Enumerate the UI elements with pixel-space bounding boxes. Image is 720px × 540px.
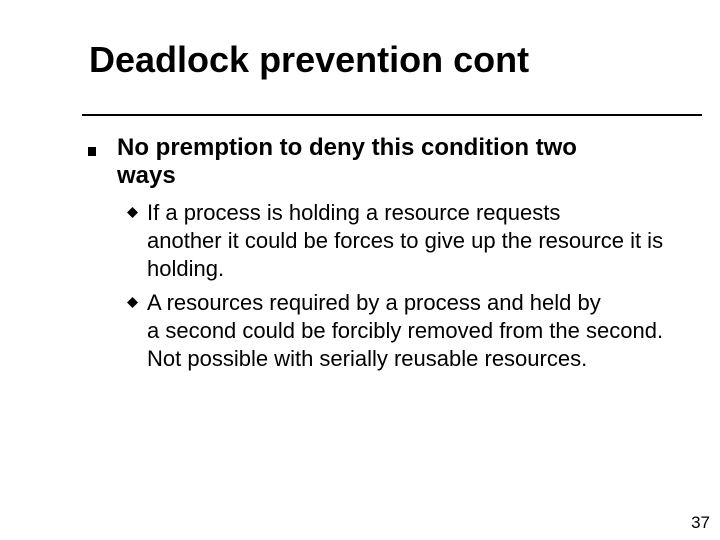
main-bullet-line1: No premption to deny this condition two — [117, 134, 577, 161]
title-divider — [82, 114, 702, 116]
main-bullet-line2: ways — [117, 162, 176, 189]
subbullet-1-lead: If — [147, 200, 160, 225]
page-number: 37 — [691, 513, 710, 532]
diamond-bullet-icon — [127, 297, 138, 308]
subbullet-2-lead: A — [147, 290, 161, 315]
subbullet-2-first-line — [147, 289, 601, 317]
subbullet-1-first-line — [147, 199, 560, 227]
subbullet-2-line1: resources required by a process and held by — [166, 290, 601, 315]
subbullet-1-line1: a process is holding a resource requests — [165, 200, 561, 225]
subbullet-1-continuation: another it could be forces to give up the resource it is holding. — [147, 228, 664, 281]
subbullet-2-continuation: a second could be forcibly removed from the second. Not possible with serially reusable resources. — [147, 318, 664, 371]
main-bullet-text — [117, 134, 677, 190]
slide-title: Deadlock prevention cont — [89, 39, 530, 80]
square-bullet-icon — [88, 147, 96, 156]
diamond-bullet-icon — [127, 207, 138, 218]
